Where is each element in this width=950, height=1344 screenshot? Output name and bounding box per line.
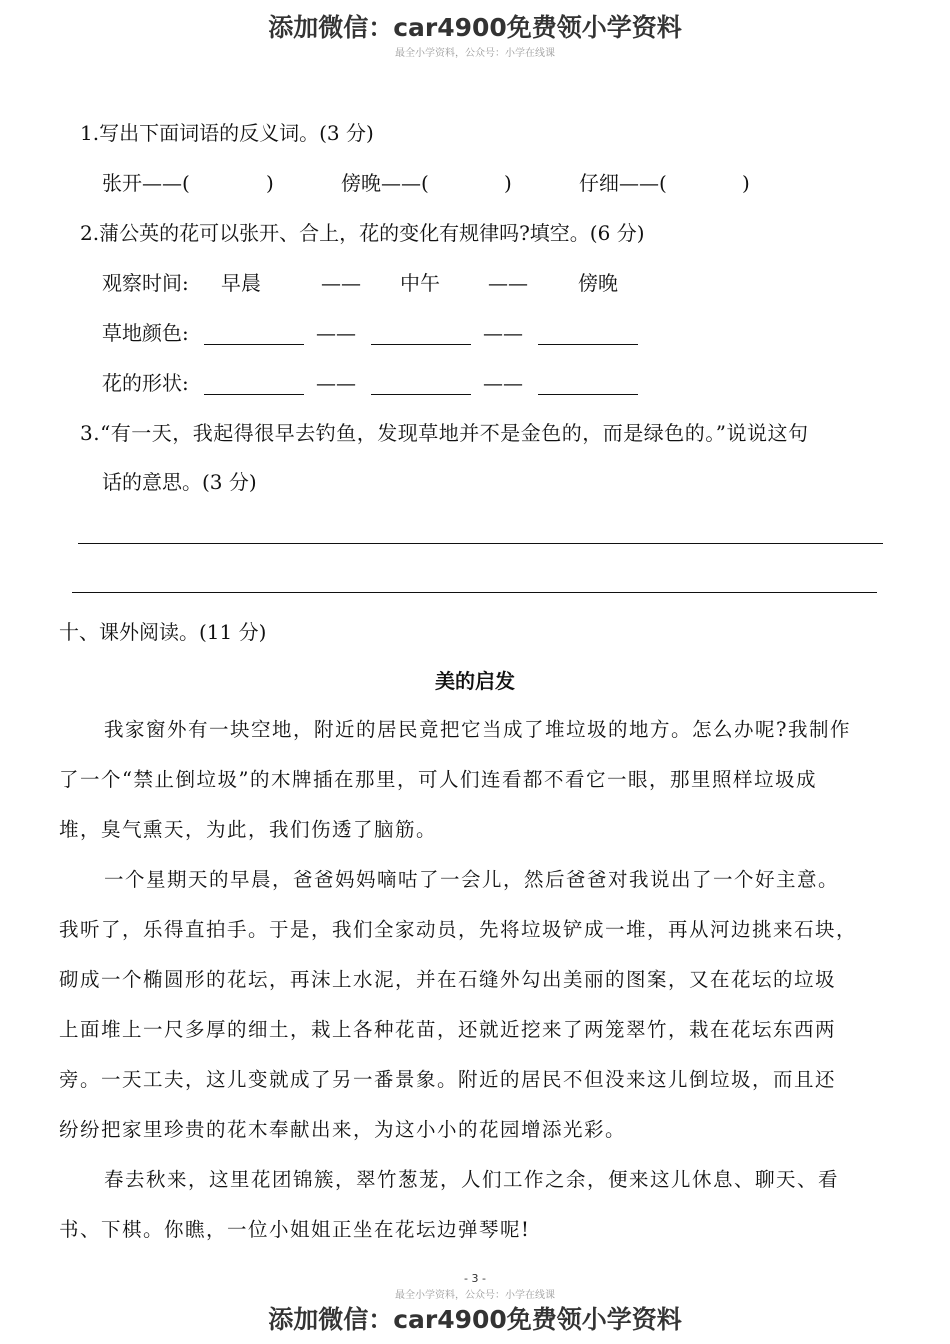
q3-answer-line-1[interactable] — [78, 543, 883, 544]
passage-line-6: 砌成一个椭圆形的花坛，再沫上水泥，并在石缝外勾出美丽的图案，又在花坛的垃圾 — [59, 968, 837, 991]
q2-time-morning: 早晨 — [221, 271, 261, 295]
page-number: - 3 - — [464, 1272, 486, 1285]
q2-flower-label: 花的形状: — [102, 371, 189, 395]
q2-flower-blank-3[interactable] — [538, 394, 638, 395]
passage-line-10: 春去秋来，这里花团锦簇，翠竹葱茏，人们工作之余，便来这儿休息、聊天、看 — [104, 1168, 840, 1191]
q3-line-2: 话的意思。(3 分) — [102, 470, 257, 494]
section10-heading: 十、课外阅读。(11 分) — [59, 620, 267, 644]
q2-grass-blank-2[interactable] — [371, 344, 471, 345]
q3-answer-line-2[interactable] — [72, 592, 877, 593]
passage-line-5: 我听了，乐得直拍手。于是，我们全家动员，先将垃圾铲成一堆，再从河边挑来石块， — [59, 918, 858, 941]
passage-line-2: 了一个“禁止倒垃圾”的木牌插在那里，可人们连看都不看它一眼，那里照样垃圾成 — [59, 768, 817, 791]
header-subtitle: 最全小学资料，公众号：小学在线课 — [395, 48, 555, 59]
q2-time-label: 观察时间: — [102, 271, 189, 295]
passage-line-4: 一个星期天的早晨，爸爸妈妈嘀咕了一会儿，然后爸爸对我说出了一个好主意。 — [104, 868, 840, 891]
passage-line-11: 书、下棋。你瞧，一位小姐姐正坐在花坛边弹琴呢! — [59, 1218, 531, 1241]
q2-time-noon: 中午 — [400, 271, 440, 295]
passage-line-8: 旁。一天工夫，这儿变就成了另一番景象。附近的居民不但没来这儿倒垃圾，而且还 — [59, 1068, 837, 1091]
q2-grass-dash-2: —— — [483, 321, 523, 345]
q2-flower-dash-2: —— — [483, 371, 523, 395]
q2-time-dash-1: —— — [321, 271, 361, 295]
footer-subtitle: 最全小学资料，公众号：小学在线课 — [395, 1290, 555, 1301]
q2-grass-dash-1: —— — [316, 321, 356, 345]
q1-item-1-open: 张开——( — [102, 171, 190, 195]
passage-line-7: 上面堆上一尺多厚的细土，栽上各种花苗，还就近挖来了两笼翠竹，栽在花坛东西两 — [59, 1018, 837, 1041]
q3-line-1: 3.“有一天，我起得很早去钓鱼，发现草地并不是金色的，而是绿色的。”说说这句 — [80, 421, 809, 445]
q2-flower-blank-1[interactable] — [204, 394, 304, 395]
passage-line-9: 纷纷把家里珍贵的花木奉献出来，为这小小的花园增添光彩。 — [59, 1118, 627, 1141]
passage-line-3: 堆，臭气熏天，为此，我们伤透了脑筋。 — [59, 818, 438, 841]
q2-flower-blank-2[interactable] — [371, 394, 471, 395]
passage-line-1: 我家窗外有一块空地，附近的居民竟把它当成了堆垃圾的地方。怎么办呢?我制作 — [104, 718, 851, 741]
q2-flower-dash-1: —— — [316, 371, 356, 395]
q2-time-evening: 傍晚 — [578, 271, 618, 295]
q2-prompt: 2.蒲公英的花可以张开、合上，花的变化有规律吗?填空。(6 分) — [80, 221, 645, 245]
q2-grass-blank-1[interactable] — [204, 344, 304, 345]
q2-grass-blank-3[interactable] — [538, 344, 638, 345]
q2-time-dash-2: —— — [488, 271, 528, 295]
q1-item-3-close: ) — [742, 171, 750, 195]
q1-prompt: 1.写出下面词语的反义词。(3 分) — [80, 121, 374, 145]
q1-item-2-close: ) — [504, 171, 512, 195]
q2-grass-label: 草地颜色: — [102, 321, 189, 345]
q1-item-3-open: 仔细——( — [579, 171, 667, 195]
footer-banner: 添加微信：car4900免费领小学资料 — [268, 1305, 682, 1334]
q1-item-1-close: ) — [266, 171, 274, 195]
q1-item-2-open: 傍晚——( — [341, 171, 429, 195]
header-banner: 添加微信：car4900免费领小学资料 — [268, 13, 682, 42]
passage-title: 美的启发 — [435, 669, 515, 693]
